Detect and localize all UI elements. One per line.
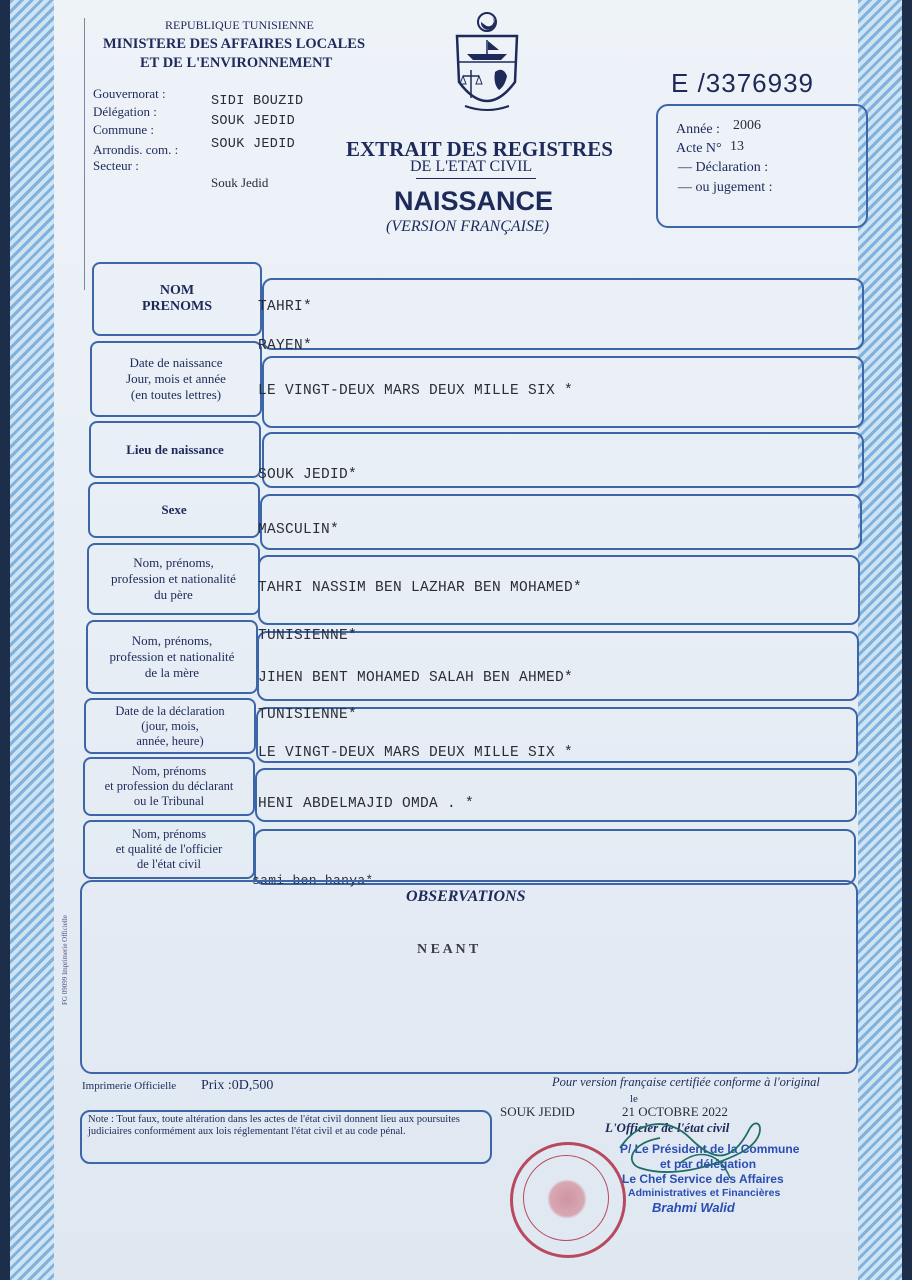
value-date-naissance: LE VINGT-DEUX MARS DEUX MILLE SIX * (258, 383, 574, 399)
officer-title: L'Officier de l'état civil (605, 1120, 730, 1135)
delegation-value: SOUK JEDID (211, 114, 296, 129)
label-pere: Nom, prénoms, profession et nationalité du père (87, 543, 260, 615)
value-lieu-naissance: SOUK JEDID* (258, 467, 358, 483)
sig-line3: Le Chef Service des Affaires (622, 1172, 784, 1186)
delegation-label: Délégation : (93, 104, 157, 119)
gouvernorat-label: Gouvernorat : (93, 86, 166, 101)
le-label: le (630, 1093, 638, 1105)
gouvernorat-value: SIDI BOUZID (211, 94, 304, 109)
label-nom-prenoms: NOM PRENOMS (92, 262, 262, 336)
title-main: NAISSANCE (394, 186, 554, 216)
value-nom: TAHRI* (258, 299, 313, 315)
price-label: Prix :0D,500 (201, 1078, 274, 1093)
place-value: SOUK JEDID (500, 1104, 575, 1119)
title-line2: DE L'ETAT CIVIL (410, 158, 533, 175)
title-underline (416, 178, 536, 179)
coat-of-arms-emblem (451, 10, 523, 127)
secteur-label: Secteur : (93, 158, 139, 173)
jugement-label: — ou jugement : (678, 180, 773, 195)
handwritten-signature (610, 1108, 780, 1203)
declaration-label: — Déclaration : (678, 160, 769, 175)
value-box-nom (262, 278, 864, 350)
label-date-naissance: Date de naissance Jour, mois et année (en toutes lettres) (90, 341, 262, 417)
value-officier: sami ben hanya* (252, 873, 374, 888)
label-date-declaration: Date de la déclaration (jour, mois, année, heure) (84, 698, 256, 754)
value-prenom: RAYEN* (258, 338, 313, 354)
certified-label: Pour version française certifiée conforme à l'original (552, 1075, 820, 1089)
observations-box (80, 880, 858, 1074)
republic-label: REPUBLIQUE TUNISIENNE (165, 18, 314, 32)
annee-value: 2006 (733, 118, 761, 133)
value-nationalite-mere: TUNISIENNE* (258, 707, 358, 723)
left-guilloche-border (10, 0, 54, 1280)
arrondissement-label: Arrondis. com. : (93, 142, 179, 157)
ministry-line2: ET DE L'ENVIRONNEMENT (140, 55, 333, 71)
value-date-declaration: LE VINGT-DEUX MARS DEUX MILLE SIX * (258, 745, 574, 761)
label-mere: Nom, prénoms, profession et nationalité de la mère (86, 620, 258, 694)
sig-line4: Administratives et Financières (628, 1187, 781, 1199)
title-version: (VERSION FRANÇAISE) (386, 218, 550, 235)
ministry-line1: MINISTERE DES AFFAIRES LOCALES (103, 36, 366, 52)
official-round-stamp (510, 1142, 626, 1258)
label-sexe: Sexe (88, 482, 260, 538)
sig-name: Brahmi Walid (652, 1200, 735, 1215)
value-box-sexe (260, 494, 862, 550)
date-value: 21 OCTOBRE 2022 (622, 1104, 728, 1119)
printer-label: Imprimerie Officielle (82, 1080, 177, 1092)
side-print-ref: FG 09099 Imprimerie Officielle (61, 915, 69, 1005)
label-declarant: Nom, prénoms et profession du déclarant ou le Tribunal (83, 757, 255, 816)
value-mere: JIHEN BENT MOHAMED SALAH BEN AHMED* (258, 670, 574, 686)
acte-value: 13 (730, 139, 744, 154)
header-divider-line (84, 18, 85, 290)
serial-number: E /3376939 (671, 68, 815, 98)
observations-value: N E A N T (417, 942, 479, 957)
annee-label: Année : (676, 122, 720, 137)
label-lieu-naissance: Lieu de naissance (89, 421, 261, 478)
acte-label: Acte N° (676, 141, 722, 156)
label-officier: Nom, prénoms et qualité de l'officier de l'état civil (83, 820, 255, 879)
arrondissement-value: SOUK JEDID (211, 137, 296, 152)
note-text: Note : Tout faux, toute altération dans les actes de l'état civil donnent lieu aux poursuites judiciaires conformément aux lois réglementant l'état civil et au code pénal. (88, 1114, 460, 1137)
value-nationalite-pere: TUNISIENNE* (258, 628, 358, 644)
observations-title: OBSERVATIONS (406, 888, 526, 905)
sig-line2: et par délégation (660, 1157, 757, 1171)
value-box-declarant (255, 768, 857, 822)
value-sexe: MASCULIN* (258, 522, 340, 538)
value-declarant: HENI ABDELMAJID OMDA . * (258, 796, 475, 812)
secteur-value: Souk Jedid (211, 175, 269, 190)
value-pere: TAHRI NASSIM BEN LAZHAR BEN MOHAMED* (258, 580, 583, 596)
commune-label: Commune : (93, 122, 155, 137)
title-line1: EXTRAIT DES REGISTRES (346, 137, 613, 161)
sig-line1: P/ Le Président de la Commune (620, 1142, 800, 1156)
